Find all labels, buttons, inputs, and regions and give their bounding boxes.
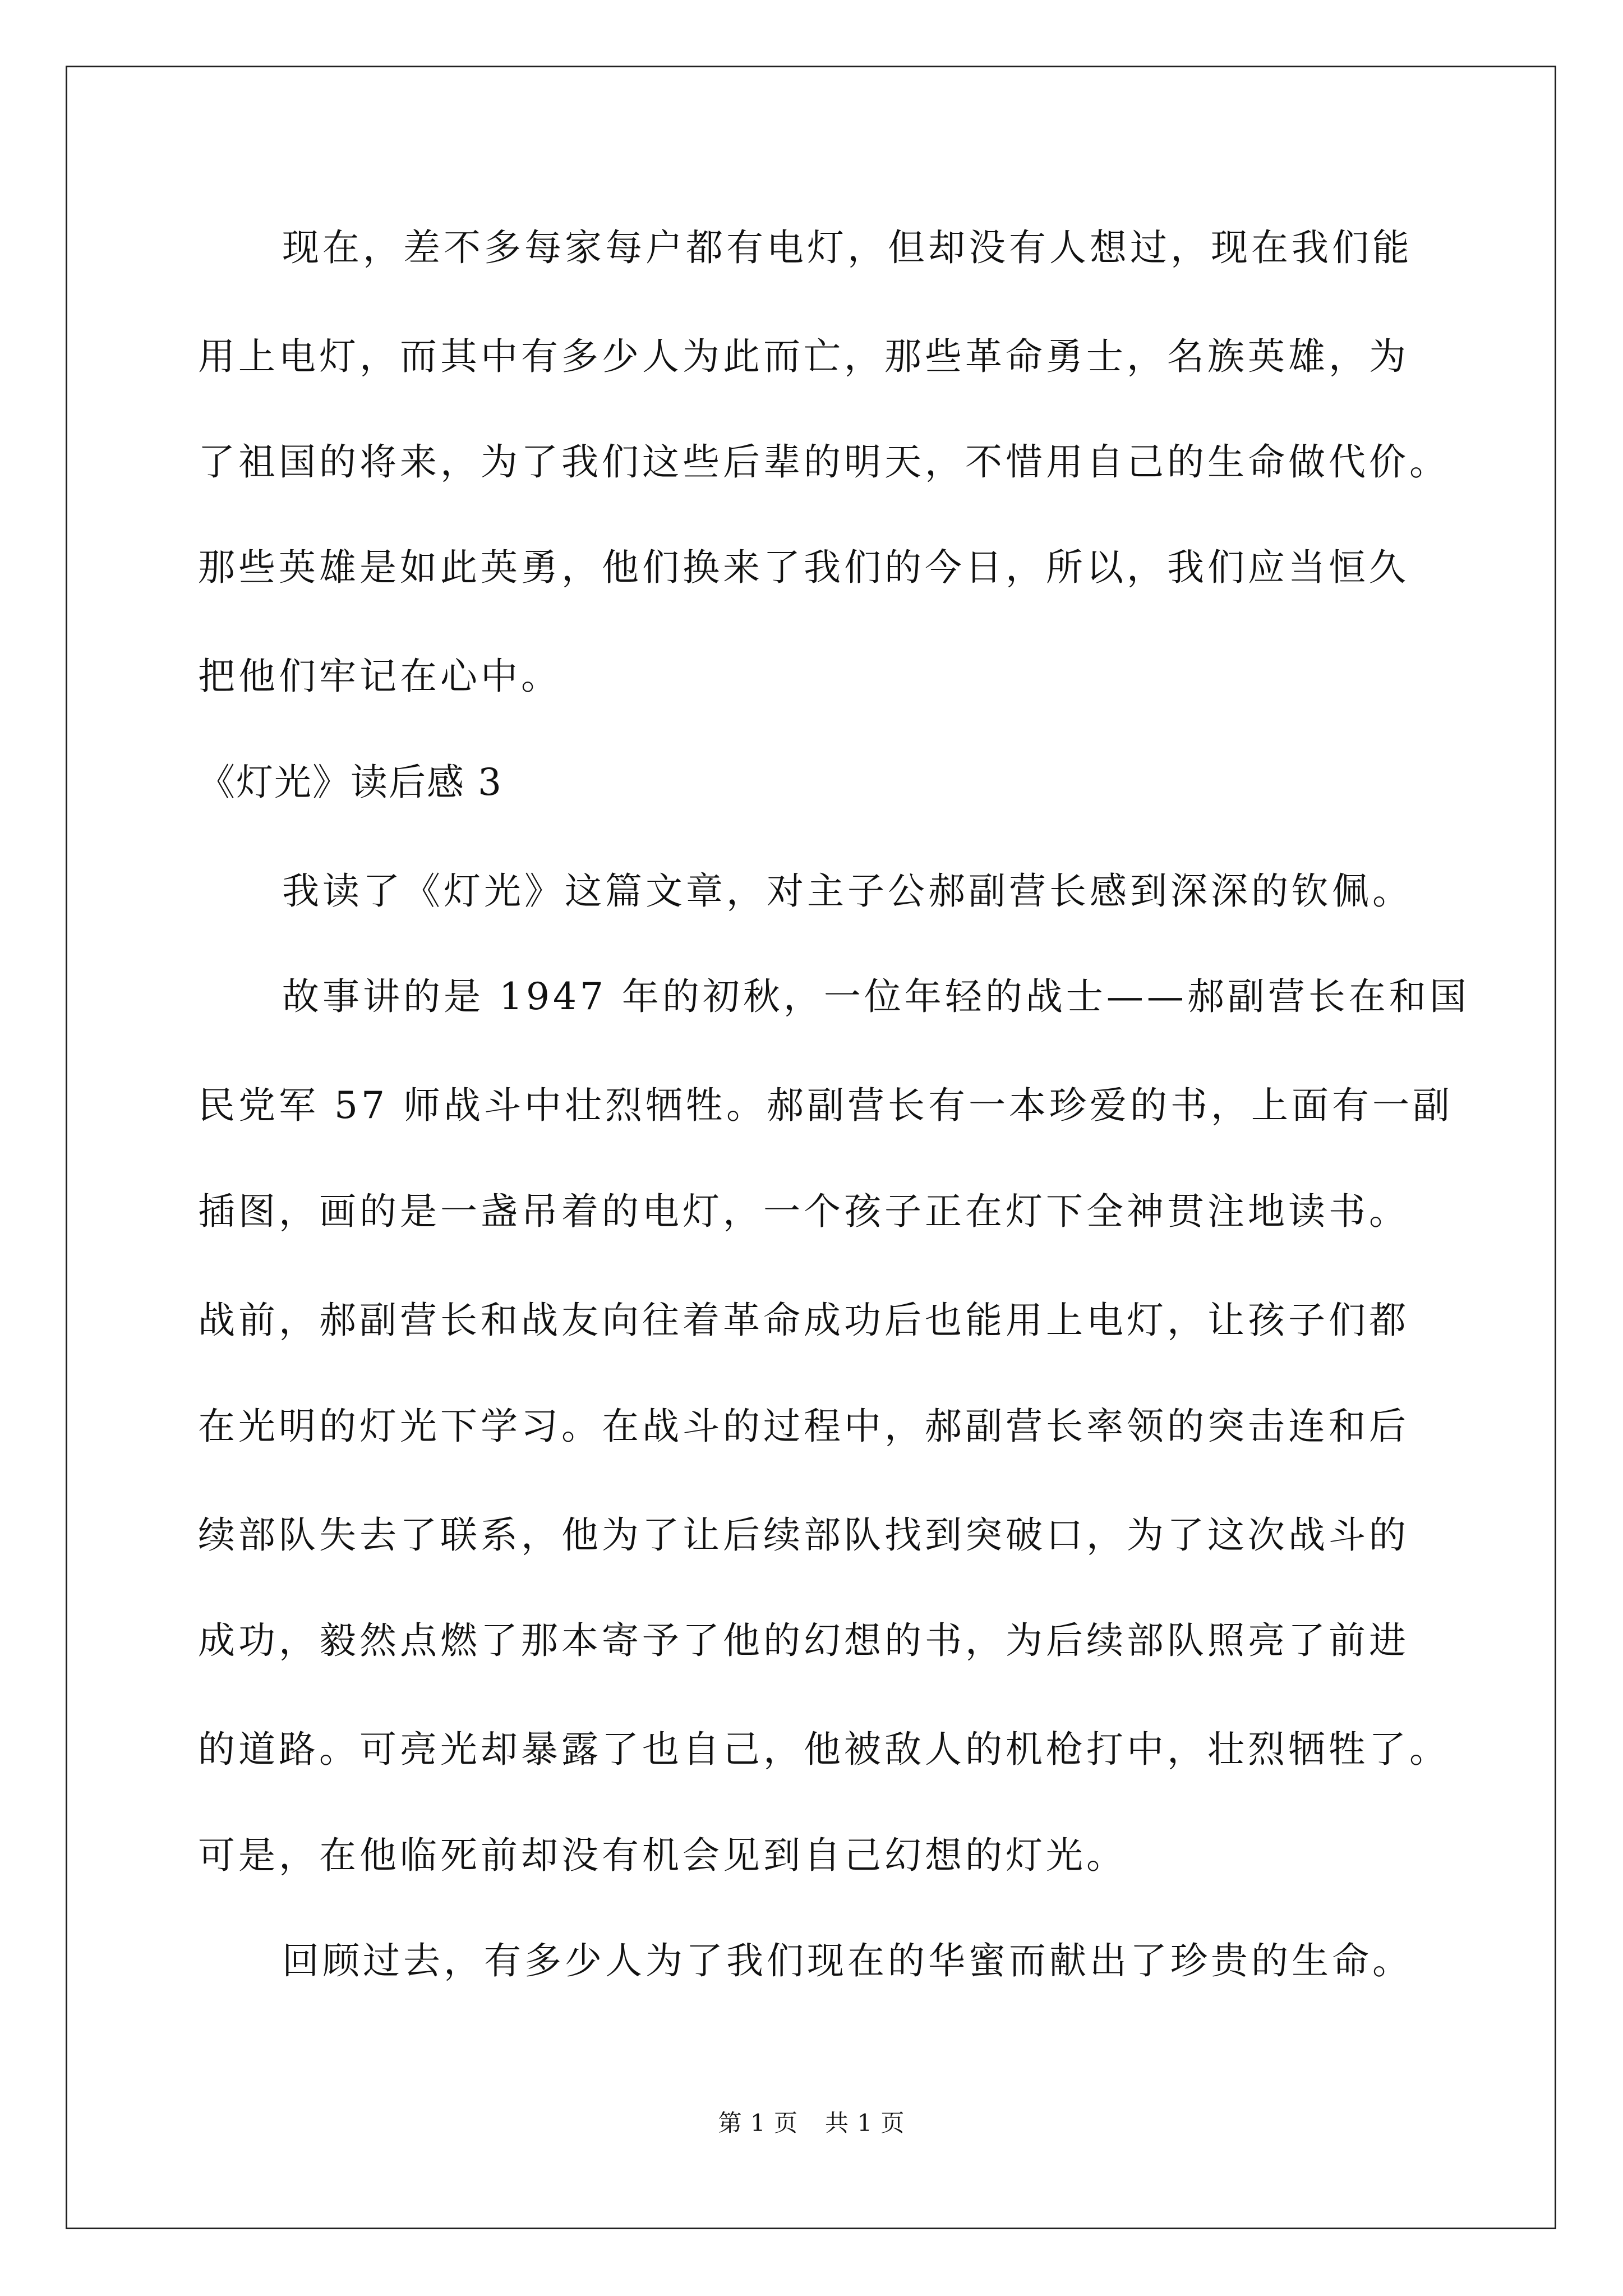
- page-border: [66, 66, 1556, 2229]
- paragraph-line: 续部队失去了联系，他为了让后续部队找到突破口，为了这次战斗的: [198, 1513, 1409, 1557]
- paragraph-line: 了祖国的将来，为了我们这些后辈的明天，不惜用自己的生命做代价。: [198, 440, 1450, 484]
- paragraph-line: 回顾过去，有多少人为了我们现在的华蜜而献出了珍贵的生命。: [282, 1939, 1413, 1982]
- paragraph-line: 故事讲的是 1947 年的初秋，一位年轻的战士——郝副营长在和国: [282, 975, 1470, 1018]
- paragraph-line: 我读了《灯光》这篇文章，对主子公郝副营长感到深深的钦佩。: [282, 869, 1413, 913]
- paragraph-line: 现在，差不多每家每户都有电灯，但却没有人想过，现在我们能: [282, 226, 1413, 269]
- paragraph-line: 的道路。可亮光却暴露了也自己，他被敌人的机枪打中，壮烈牺牲了。: [198, 1728, 1450, 1771]
- paragraph-line: 用上电灯，而其中有多少人为此而亡，那些革命勇士，名族英雄，为: [198, 335, 1409, 378]
- paragraph-line: 民党军 57 师战斗中壮烈牺牲。郝副营长有一本珍爱的书，上面有一副: [198, 1084, 1453, 1127]
- paragraph-line: 可是，在他临死前却没有机会见到自己幻想的灯光。: [198, 1834, 1127, 1877]
- paragraph-line: 把他们牢记在心中。: [198, 655, 561, 698]
- paragraph-line: 成功，毅然点燃了那本寄予了他的幻想的书，为后续部队照亮了前进: [198, 1619, 1409, 1662]
- paragraph-line: 那些英雄是如此英勇，他们换来了我们的今日，所以，我们应当恒久: [198, 546, 1409, 589]
- page-number: 第 1 页: [718, 2109, 798, 2137]
- paragraph-line: 在光明的灯光下学习。在战斗的过程中，郝副营长率领的突击连和后: [198, 1405, 1409, 1448]
- page-total: 共 1 页: [825, 2109, 905, 2137]
- paragraph-line: 插图，画的是一盏吊着的电灯，一个孩子正在灯下全神贯注地读书。: [198, 1190, 1409, 1233]
- section-heading: 《灯光》读后感 3: [198, 761, 502, 804]
- page-footer: [0, 2109, 1623, 2137]
- paragraph-line: 战前，郝副营长和战友向往着革命成功后也能用上电灯，让孩子们都: [198, 1299, 1409, 1342]
